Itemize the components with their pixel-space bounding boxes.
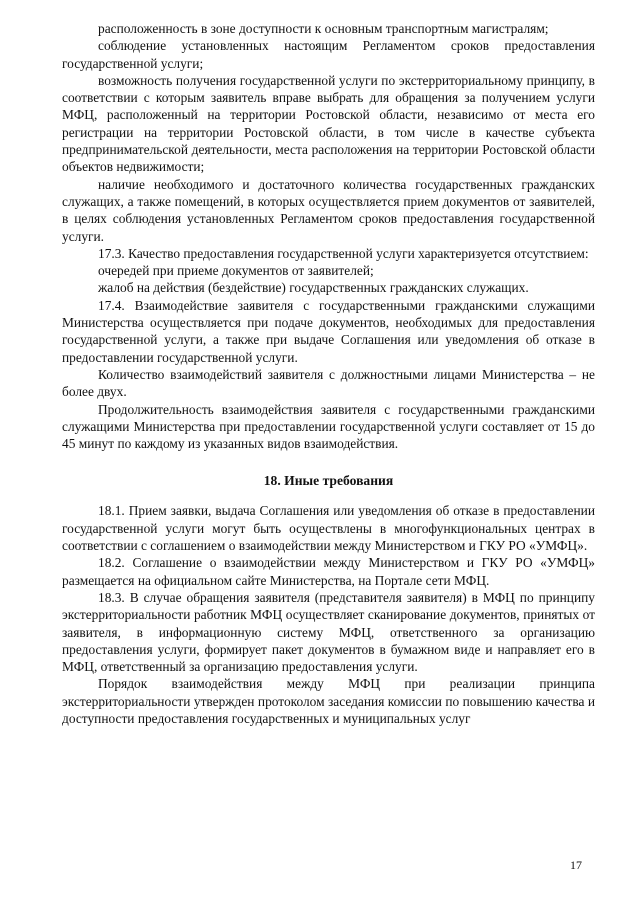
paragraph-18-1: 18.1. Прием заявки, выдача Соглашения или уведомления об отказе в предоставлении государственной услуги могут быть осуществлены в многофункциональных центрах в соответствии с соглашением о взаимодействии между Министерством и ГКУ РО «УМФЦ». bbox=[62, 503, 595, 554]
paragraph-staff: наличие необходимого и достаточного количества государственных гражданских служащих, а также помещений, в которых осуществляется прием документов от заявителей, в целях соблюдения установленных Регламентом сроков предоставления государственной услуги. bbox=[62, 176, 595, 244]
paragraph-procedure: Порядок взаимодействия между МФЦ при реализации принципа экстерриториальности утвержден протоколом заседания комиссии по повышению качества и доступности предоставления государственных и муниципальных услуг bbox=[62, 676, 595, 726]
paragraph-complaints: жалоб на действия (бездействие) государственных гражданских служащих. bbox=[98, 280, 529, 296]
paragraph-17-3: 17.3. Качество предоставления государственной услуги характеризуется отсутствием: bbox=[98, 245, 589, 261]
paragraph-queues: очередей при приеме документов от заявителей; bbox=[98, 263, 374, 279]
paragraph-18-3: 18.3. В случае обращения заявителя (представителя заявителя) в МФЦ по принципу экстерриториальности работник МФЦ осуществляет сканирование документов, принятых от заявителя, в информационную систему МФЦ, ответственного за организацию предоставления услуги, формирует пакет документов в бумажном виде и направляет его в МФЦ, ответственный за организацию предоставления услуги. bbox=[62, 589, 595, 675]
paragraph-interaction-duration: Продолжительность взаимодействия заявителя с государственными гражданскими служащими Министерства при предоставлении государственной услуги составляет от 15 до 45 минут по каждому из указанных видов взаимодействия. bbox=[62, 401, 595, 452]
page-number: 17 bbox=[570, 858, 582, 872]
paragraph-17-4: 17.4. Взаимодействие заявителя с государственными гражданскими служащими Министерства осуществляется при подаче документов, необходимых для предоставления государственной услуги, а также при выдаче Соглашения или уведомления об отказе в предоставлении государственной услуги. bbox=[62, 297, 595, 365]
paragraph-18-2: 18.2. Соглашение о взаимодействии между Министерством и ГКУ РО «УМФЦ» размещается на официальном сайте Министерства, на Портале сети МФЦ. bbox=[62, 555, 595, 588]
paragraph-interaction-count: Количество взаимодействий заявителя с должностными лицами Министерства – не более двух. bbox=[62, 366, 595, 400]
paragraph-exterritorial: возможность получения государственной услуги по экстерриториальному принципу, в соответствии с которым заявитель вправе выбрать для обращения за получением услуги МФЦ, расположенный на территории Ростовской области, независимо от места его регистрации на территории Ростовской области, в том числе в качестве субъекта предпринимательской деятельности, места расположения на территории Ростовской области объектов недвижимости; bbox=[62, 72, 595, 175]
paragraph-deadlines: соблюдение установленных настоящим Регламентом сроков предоставления государственной услуги; bbox=[62, 38, 595, 71]
paragraph-transport: расположенность в зоне доступности к основным транспортным магистралям; bbox=[98, 21, 549, 36]
section-heading: 18. Иные требования bbox=[263, 473, 394, 489]
document-page bbox=[62, 20, 595, 727]
